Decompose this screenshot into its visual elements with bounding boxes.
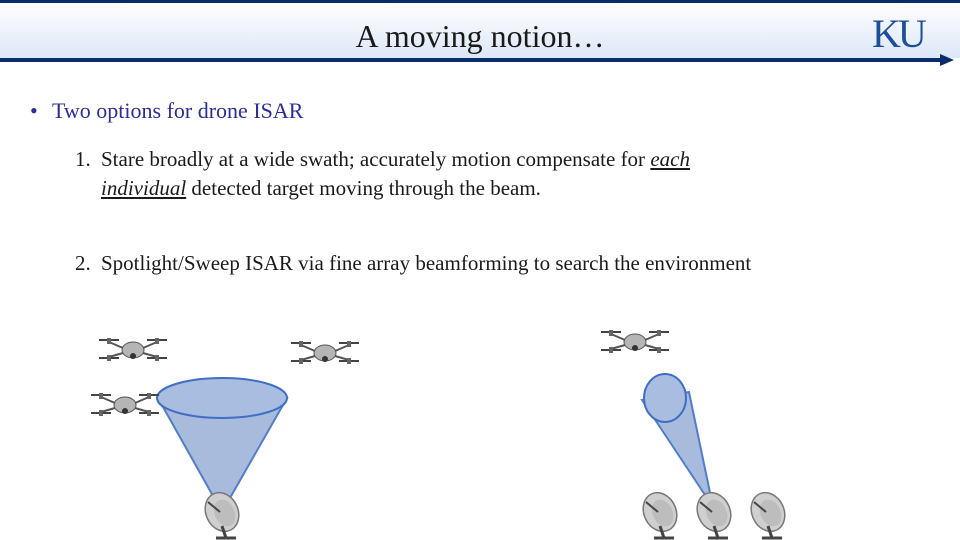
narrow-beam [642,374,713,507]
dish-antenna-icon [691,487,737,538]
title-bar [0,0,960,58]
page-title: A moving notion… [355,18,605,54]
bullet-marker: • [30,98,38,123]
item-number: 1. [75,147,91,171]
item-1-text-a: Stare broadly at a wide swath; accurately motion compensate for [101,147,651,171]
bullet-text: Two options for drone ISAR [52,98,304,123]
drone-icon [99,338,167,361]
list-item-2 [75,249,751,278]
isar-illustration [0,300,960,540]
item-1-emph-individual: individual [101,176,187,200]
dish-antenna-icon [745,487,791,538]
drone-icon [91,393,159,416]
item-1-text-b: detected target moving through the beam. [186,176,541,200]
drone-icon [601,330,669,353]
item-1-emph-each: each [650,147,690,171]
item-2-text: Spotlight/Sweep ISAR via fine array beamforming to search the environment [101,251,752,275]
dish-antenna-icon [199,487,245,538]
bullet-main [30,98,303,124]
drone-icon [291,341,359,364]
ku-logo: KU [872,11,924,56]
title-arrow-icon [940,54,954,66]
dish-antenna-icon [637,487,683,538]
list-item-1 [75,145,690,203]
title-underline [0,58,945,62]
wide-beam [157,378,287,512]
item-number: 2. [75,251,91,275]
